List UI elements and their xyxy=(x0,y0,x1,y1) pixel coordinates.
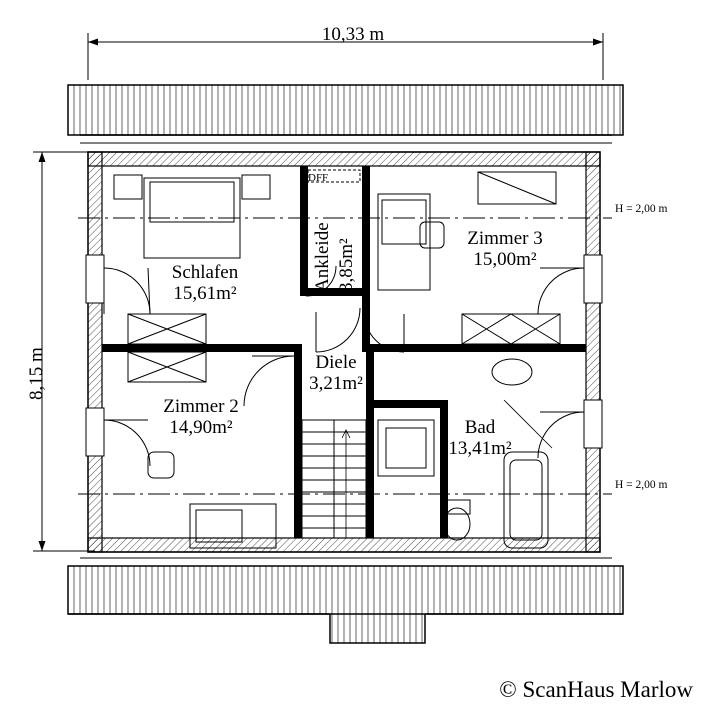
room-name-ankleide: Ankleide xyxy=(312,222,333,292)
room-label-bad xyxy=(400,417,560,460)
room-label-zimmer2 xyxy=(112,396,290,439)
height-note-upper: H = 2,00 m xyxy=(615,203,668,215)
width-dimension-label: 10,33 m xyxy=(321,24,385,45)
furniture-zimmer2 xyxy=(128,352,276,548)
room-area-diele: 3,21m² xyxy=(309,373,363,395)
room-area-bad: 13,41m² xyxy=(448,438,512,460)
height-note-lower: H = 2,00 m xyxy=(615,479,668,491)
room-name-zimmer2: Zimmer 2 xyxy=(163,396,239,417)
room-area-schlafen: 15,61m² xyxy=(173,283,237,305)
room-name-diele: Diele xyxy=(315,352,357,373)
room-label-schlafen xyxy=(110,262,300,305)
furniture-bed-schlafen xyxy=(114,175,270,344)
copyright-label: © ScanHaus Marlow xyxy=(499,677,693,702)
room-name-bad: Bad xyxy=(464,417,496,438)
roof-band-top xyxy=(68,85,623,143)
room-area-ankleide: 3,85m² xyxy=(336,238,357,292)
room-label-zimmer3 xyxy=(420,228,590,271)
room-area-zimmer2: 14,90m² xyxy=(169,417,233,439)
room-area-zimmer3: 15,00m² xyxy=(473,249,537,271)
height-dimension-label: 8,15 m xyxy=(26,347,47,400)
staircase xyxy=(302,420,366,538)
room-name-zimmer3: Zimmer 3 xyxy=(467,228,543,249)
dff-note: DFF xyxy=(308,172,329,184)
room-label-diele xyxy=(290,352,382,395)
room-name-schlafen: Schlafen xyxy=(171,262,239,283)
roof-band-bottom xyxy=(68,558,623,643)
